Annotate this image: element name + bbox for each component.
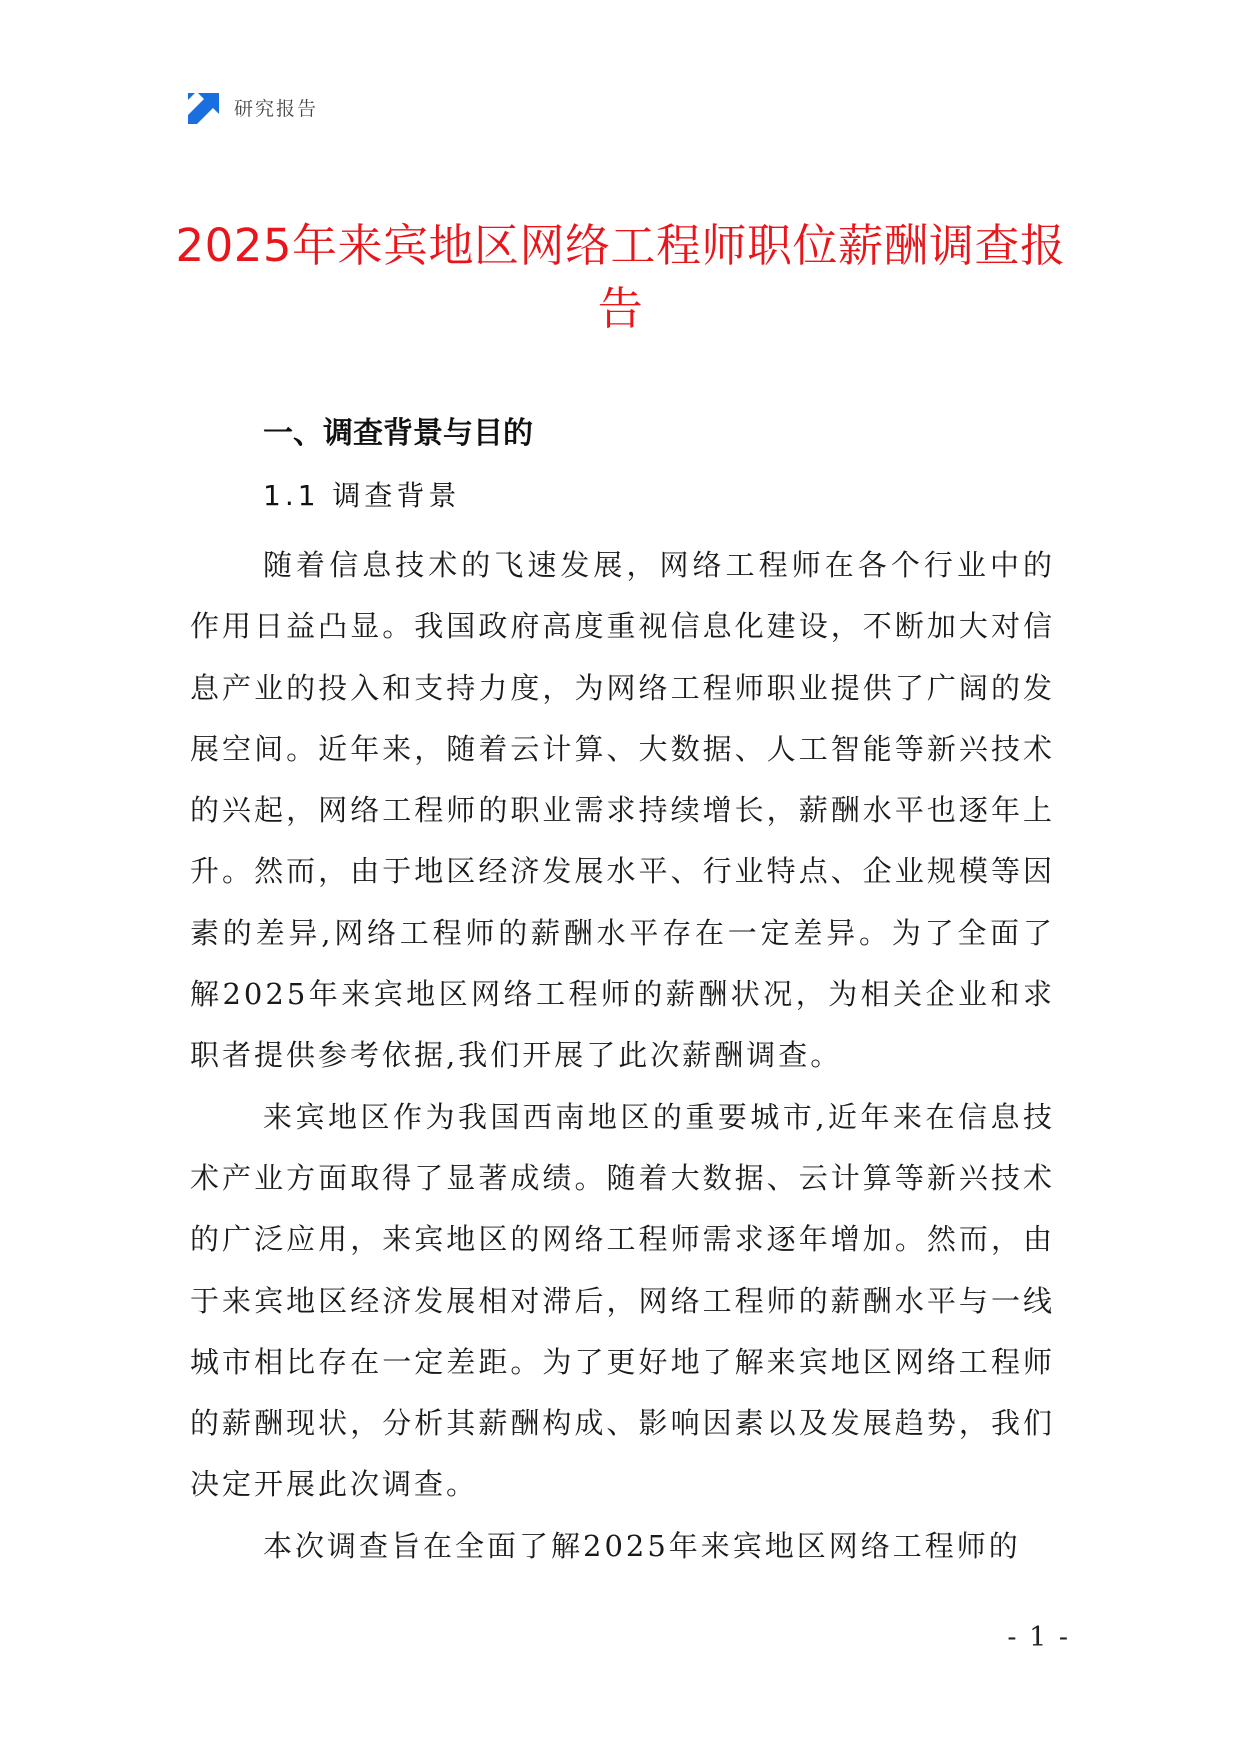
document-title: 2025年来宾地区网络工程师职位薪酬调查报告 [175,219,1066,335]
document-body [190,412,1055,1577]
paragraph: 来宾地区作为我国西南地区的重要城市,近年来在信息技术产业方面取得了显著成绩。随着大数据、云计算等新兴技术的广泛应用，来宾地区的网络工程师需求逐年增加。然而，由于来宾地区经济发展相对滞后，网络工程师的薪酬水平与一线城市相比存在一定差距。为了更好地了解来宾地区网络工程师的薪酬现状，分析其薪酬构成、影响因素以及发展趋势，我们决定开展此次调查。 [190,1099,1055,1502]
arrow-up-right-icon [188,90,222,124]
subsection-heading: 1.1 调查背景 [263,479,461,512]
section-heading: 一、调查背景与目的 [263,416,533,451]
report-header [188,90,318,124]
page-number: - 1 - [1007,1622,1070,1653]
header-label: 研究报告 [234,97,319,120]
paragraph: 本次调查旨在全面了解2025年来宾地区网络工程师的 [263,1528,1021,1563]
paragraph: 随着信息技术的飞速发展，网络工程师在各个行业中的作用日益凸显。我国政府高度重视信息化建设，不断加大对信息产业的投入和支持力度，为网络工程师职业提供了广阔的发展空间。近年来，随着云计算、大数据、人工智能等新兴技术的兴起，网络工程师的职业需求持续增长，薪酬水平也逐年上升。然而，由于地区经济发展水平、行业特点、企业规模等因素的差异,网络工程师的薪酬水平存在一定差异。为了全面了解2025年来宾地区网络工程师的薪酬状况，为相关企业和求职者提供参考依据,我们开展了此次薪酬调查。 [190,548,1055,1073]
